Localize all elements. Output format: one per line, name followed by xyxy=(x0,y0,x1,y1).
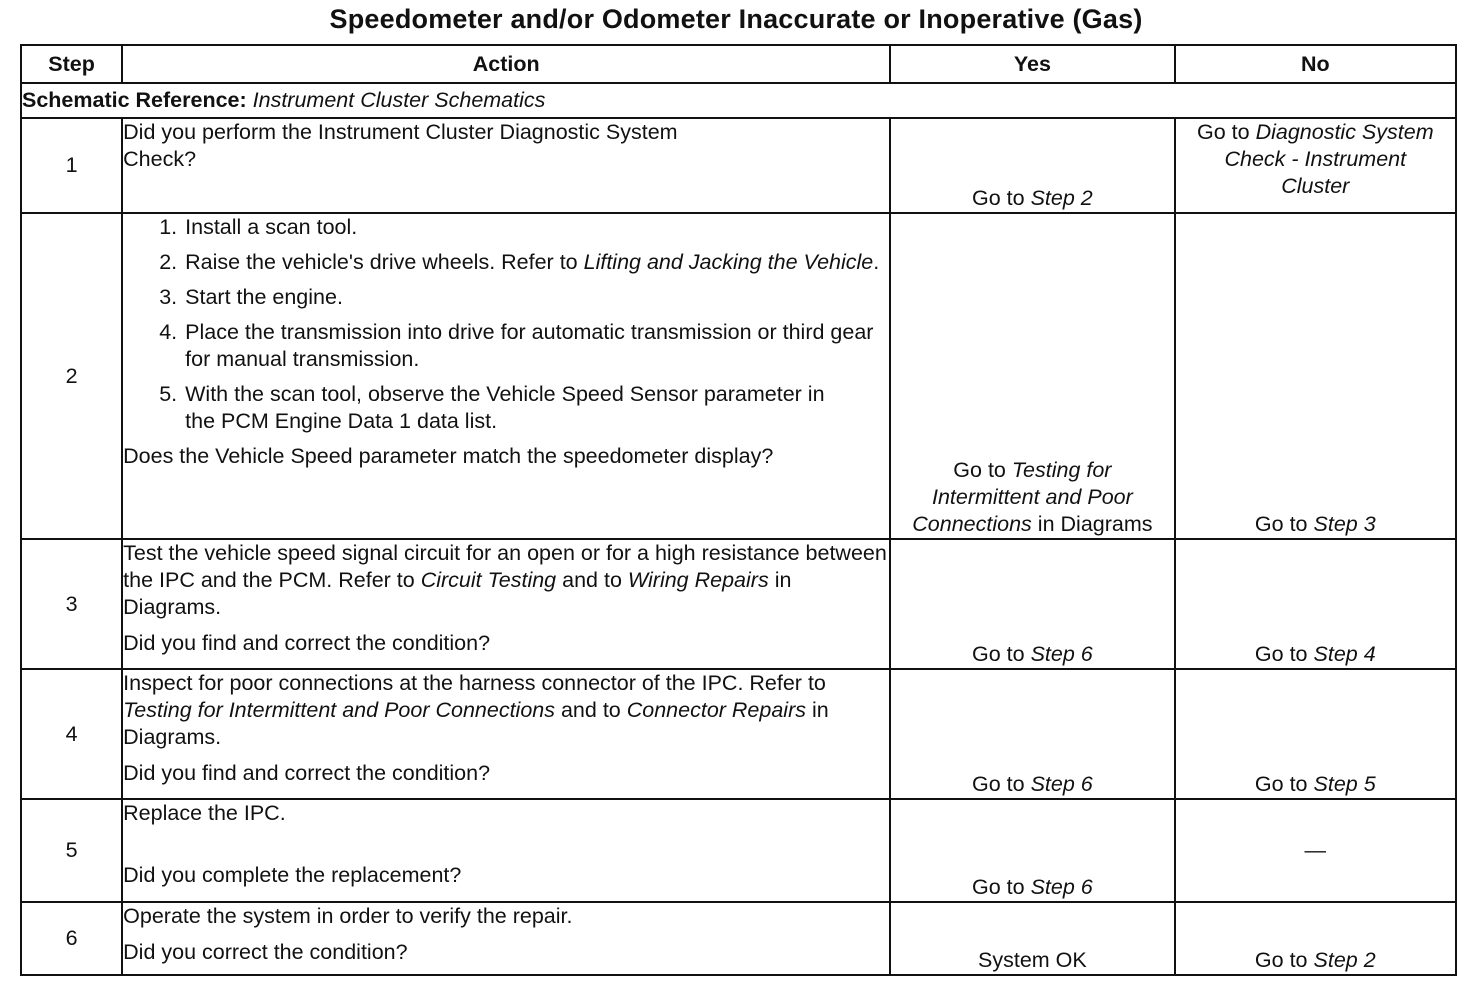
table-row xyxy=(21,118,1456,213)
yes-cell xyxy=(890,118,1174,213)
step-3-question: Did you find and correct the condition? xyxy=(123,631,491,655)
step-number: 1 xyxy=(21,118,122,213)
step-2-question: Does the Vehicle Speed parameter match the speedometer display? xyxy=(123,444,774,468)
step-link[interactable]: Step 4 xyxy=(1313,642,1376,666)
yes-cell xyxy=(890,799,1174,902)
step-number: 6 xyxy=(21,902,122,975)
table-row xyxy=(21,539,1456,669)
table-row xyxy=(21,669,1456,799)
go-to-text: Go to xyxy=(972,642,1025,666)
action-cell xyxy=(122,213,890,539)
instruction-list xyxy=(123,214,889,435)
yes-cell: Go to Testing for Intermittent and Poor Connections in Diagrams xyxy=(890,213,1174,539)
not-applicable-dash: — xyxy=(1304,838,1327,863)
header-row xyxy=(21,45,1456,83)
header-no: No xyxy=(1175,45,1456,83)
go-to-text: Go to xyxy=(953,458,1006,482)
reference-link[interactable]: Circuit Testing xyxy=(420,568,557,592)
schematic-row xyxy=(21,83,1456,118)
reference-link[interactable]: Connector Repairs xyxy=(626,698,806,722)
action-cell xyxy=(122,539,890,669)
go-to-text: Go to xyxy=(972,186,1025,210)
yes-cell xyxy=(890,669,1174,799)
go-to-text: Go to xyxy=(972,875,1025,899)
header-step: Step xyxy=(21,45,122,83)
schematic-link[interactable]: Instrument Cluster Schematics xyxy=(252,88,546,112)
yes-cell xyxy=(890,539,1174,669)
reference-link[interactable]: Lifting and Jacking the Vehicle xyxy=(583,250,874,274)
step-4-instruction: Inspect for poor connections at the harness connector of the IPC. Refer to Testing for Intermittent and Poor Connections and to Connector Repairs in Diagrams. xyxy=(123,671,829,749)
no-cell xyxy=(1175,799,1456,902)
action-cell xyxy=(122,902,890,975)
reference-link[interactable]: Testing for Intermittent and Poor Connections xyxy=(123,698,555,722)
header-action: Action xyxy=(122,45,890,83)
list-item: 5. With the scan tool, observe the Vehicle Speed Sensor parameter in the PCM Engine Data 1 data list. xyxy=(159,382,825,433)
page-title: Speedometer and/or Odometer Inaccurate or Inoperative (Gas) xyxy=(329,4,1143,34)
reference-link[interactable]: Wiring Repairs xyxy=(627,568,769,592)
reference-link[interactable]: Diagnostic System Check - Instrument Cluster xyxy=(1224,120,1434,198)
action-cell xyxy=(122,799,890,902)
table-row xyxy=(21,902,1456,975)
step-link[interactable]: Step 5 xyxy=(1313,772,1376,796)
go-to-text: Go to xyxy=(1254,772,1308,796)
step-number: 2 xyxy=(21,213,122,539)
step-link[interactable]: Step 6 xyxy=(1030,772,1093,796)
step-link[interactable]: Step 6 xyxy=(1030,875,1093,899)
go-to-text: Go to xyxy=(1254,642,1308,666)
step-number: 5 xyxy=(21,799,122,902)
step-3-instruction: Test the vehicle speed signal circuit for an open or for a high resistance between the IPC and the PCM. Refer to Circuit Testing and to Wiring Repairs in Diagrams. xyxy=(123,541,887,619)
diagnostic-table xyxy=(20,44,1457,976)
no-cell xyxy=(1175,213,1456,539)
step-1-question: Did you perform the Instrument Cluster Diagnostic System Check? xyxy=(123,120,678,171)
go-to-text: Go to xyxy=(1254,948,1308,972)
table-row xyxy=(21,213,1456,539)
step-5-question: Did you complete the replacement? xyxy=(123,863,462,887)
reference-link[interactable]: Testing for Intermittent and Poor Connections xyxy=(912,458,1133,536)
no-cell xyxy=(1175,539,1456,669)
yes-cell xyxy=(890,902,1174,975)
action-cell xyxy=(122,669,890,799)
list-item: 2. Raise the vehicle's drive wheels. Refer to Lifting and Jacking the Vehicle. xyxy=(159,250,880,274)
table-row xyxy=(21,799,1456,902)
step-link[interactable]: Step 2 xyxy=(1030,186,1093,210)
go-to-text: Go to xyxy=(1196,120,1250,144)
step-number: 3 xyxy=(21,539,122,669)
step-link[interactable]: Step 6 xyxy=(1030,642,1093,666)
schematic-label: Schematic Reference: xyxy=(22,88,247,112)
go-to-text: Go to xyxy=(1254,512,1308,536)
action-cell xyxy=(122,118,890,213)
step-link[interactable]: Step 2 xyxy=(1313,948,1376,972)
list-item: 1. Install a scan tool. xyxy=(159,215,358,239)
header-yes: Yes xyxy=(890,45,1174,83)
no-cell xyxy=(1175,669,1456,799)
list-item: 3. Start the engine. xyxy=(159,285,343,309)
schematic-reference xyxy=(21,83,1456,118)
step-6-question: Did you correct the condition? xyxy=(123,940,408,964)
system-ok-text: System OK xyxy=(978,948,1087,972)
step-link[interactable]: Step 3 xyxy=(1313,512,1376,536)
no-cell xyxy=(1175,118,1456,213)
list-item: 4. Place the transmission into drive for automatic transmission or third gear for manual transmission. xyxy=(159,320,874,371)
step-6-instruction: Operate the system in order to verify the repair. xyxy=(123,904,573,928)
go-to-text: Go to xyxy=(972,772,1025,796)
step-5-instruction: Replace the IPC. xyxy=(123,801,286,825)
step-4-question: Did you find and correct the condition? xyxy=(123,761,491,785)
step-number: 4 xyxy=(21,669,122,799)
no-cell xyxy=(1175,902,1456,975)
